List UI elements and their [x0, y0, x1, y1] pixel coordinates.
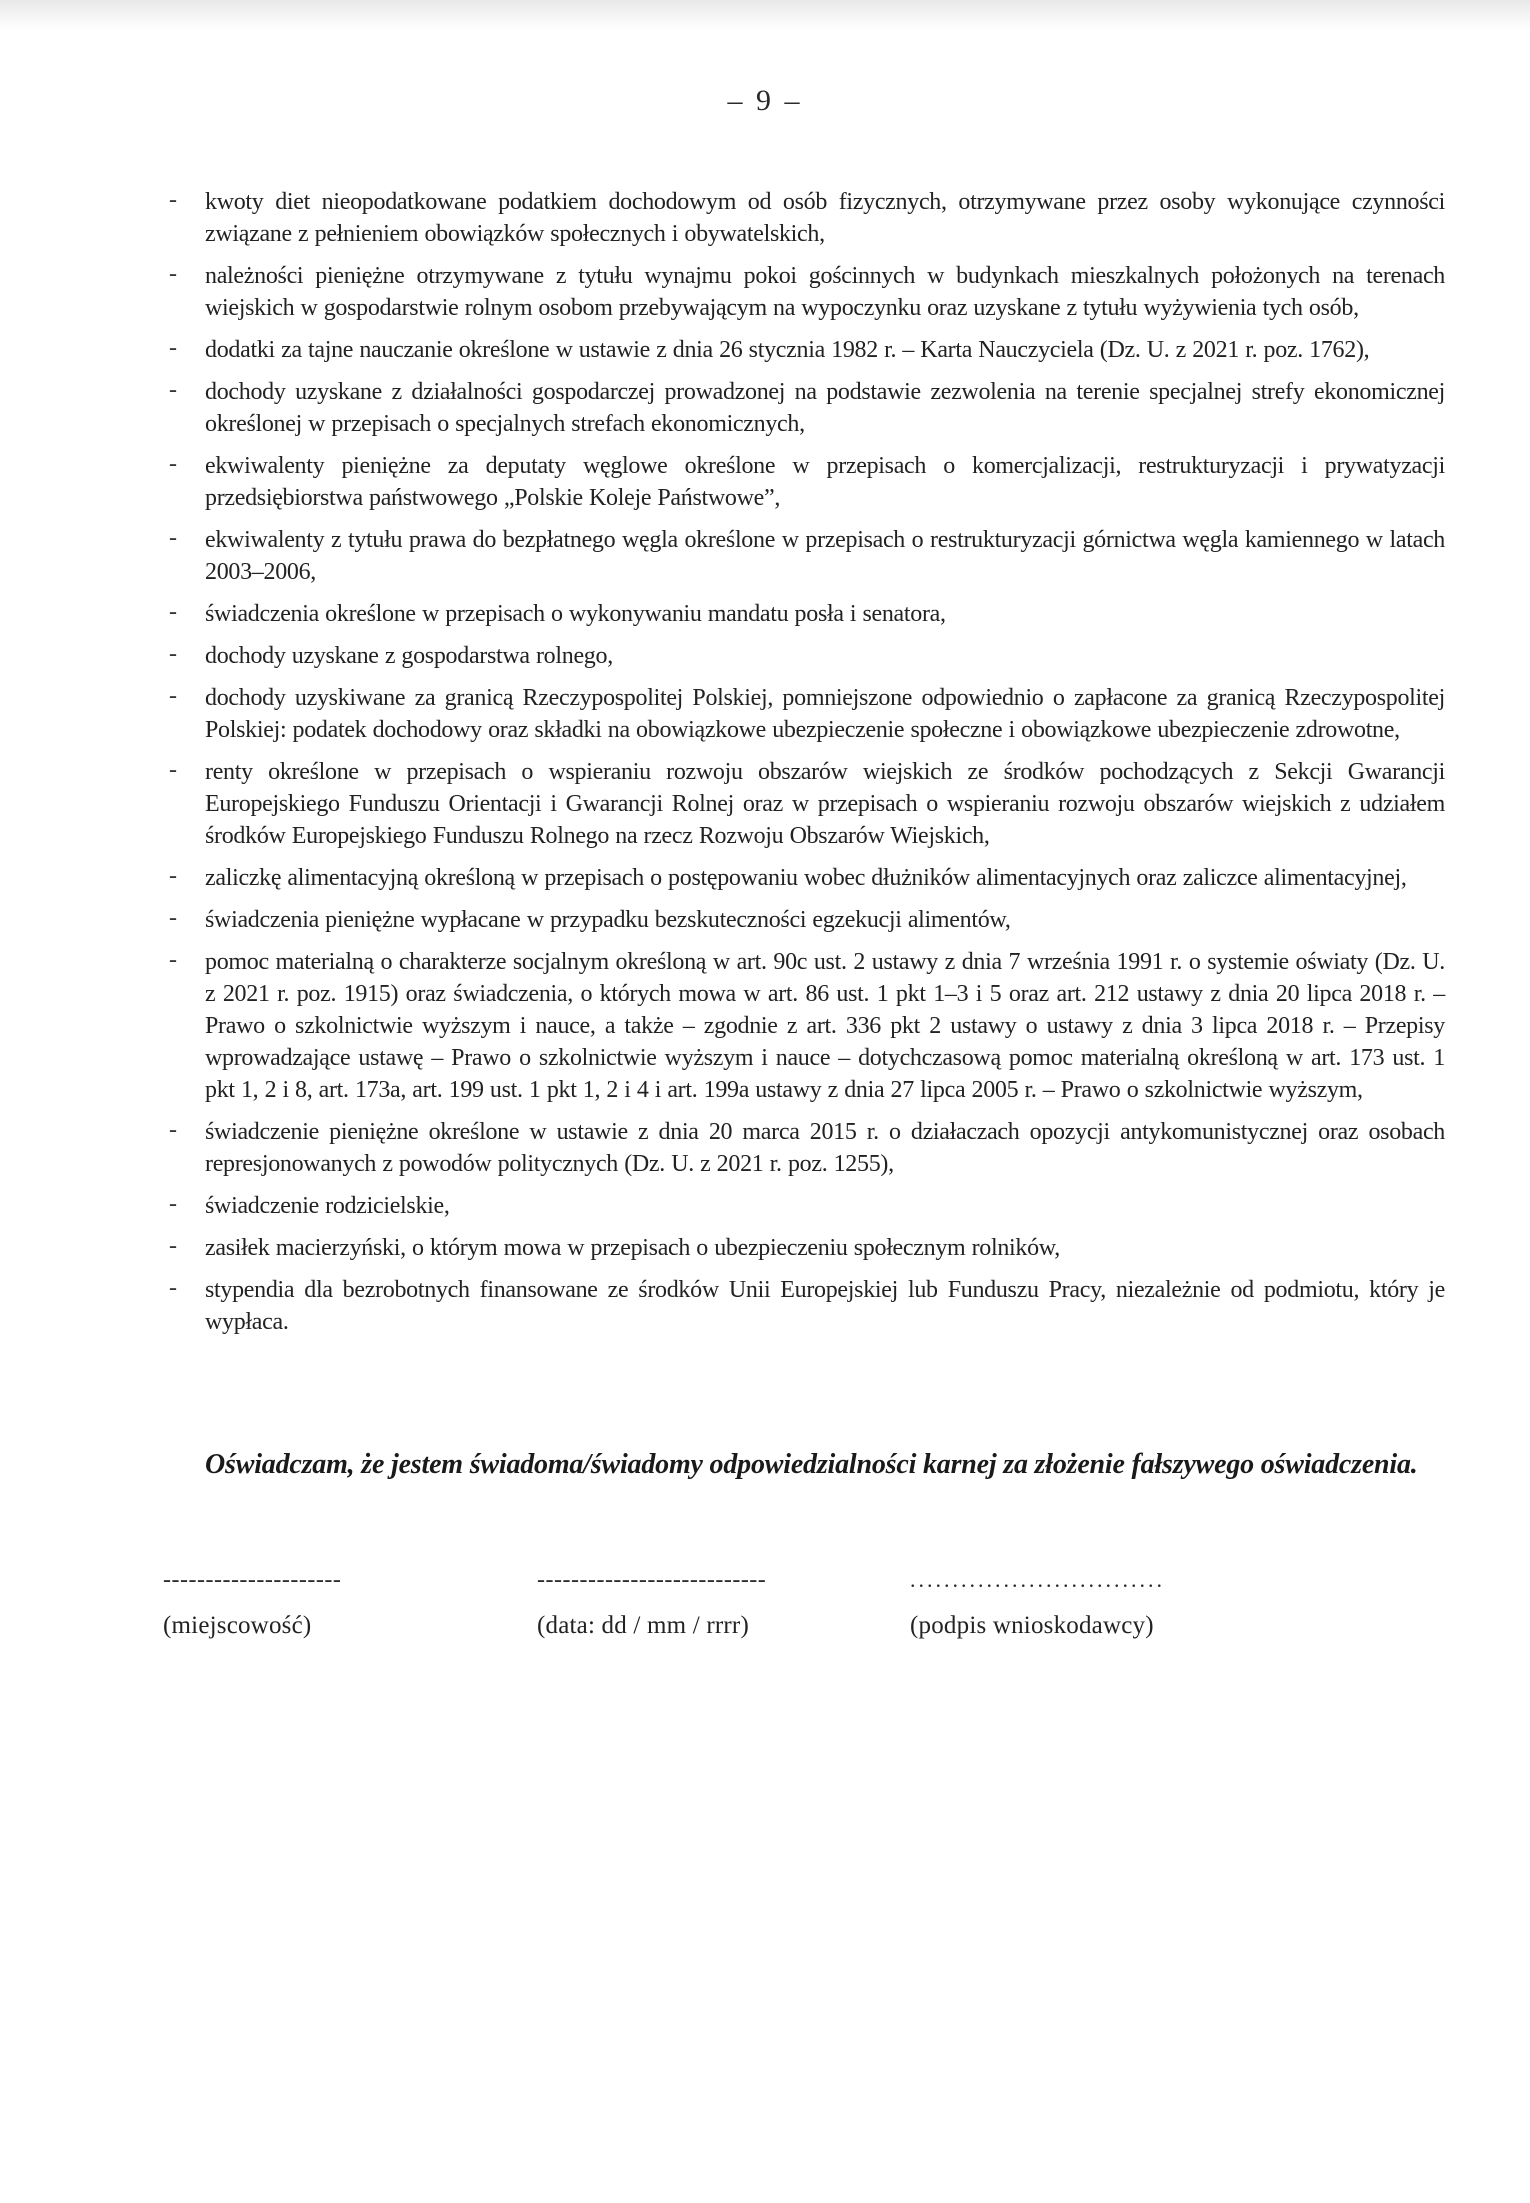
- list-item-text: stypendia dla bezrobotnych finansowane ze środków Unii Europejskiej lub Funduszu Pracy, niezależnie od podmiotu, który je wypłaca.: [205, 1277, 1445, 1335]
- list-item: [167, 904, 1445, 936]
- list-item: [167, 1116, 1445, 1180]
- signature-label-place: (miejscowość): [163, 1612, 312, 1639]
- signature-line-place: ---------------------: [163, 1567, 342, 1593]
- bullet-dash-icon: -: [169, 261, 177, 287]
- list-item: [167, 450, 1445, 514]
- list-item: [167, 598, 1445, 630]
- list-item: [167, 862, 1445, 894]
- list-item-text: świadczenia pieniężne wypłacane w przypadku bezskuteczności egzekucji alimentów,: [205, 907, 1011, 933]
- signature-field-place: [163, 1566, 341, 1640]
- bullet-dash-icon: -: [169, 683, 177, 709]
- bullet-dash-icon: -: [169, 335, 177, 361]
- income-exclusions-list: [167, 186, 1445, 1348]
- list-item: [167, 946, 1445, 1106]
- list-item-text: świadczenie pieniężne określone w ustawie z dnia 20 marca 2015 r. o działaczach opozycji antykomunistycznej oraz osobach represjonowanych z powodów politycznych (Dz. U. z 2021 r. poz. 1255),: [205, 1119, 1445, 1177]
- page-number: – 9 –: [727, 84, 803, 117]
- bullet-dash-icon: -: [169, 525, 177, 551]
- list-item: [167, 186, 1445, 250]
- declaration-text: Oświadczam, że jestem świadoma/świadomy odpowiedzialności karnej za złożenie fałszywego oświadczenia.: [205, 1449, 1418, 1480]
- signature-field-signature: [910, 1566, 1165, 1640]
- list-item: [167, 756, 1445, 852]
- list-item-text: świadczenia określone w przepisach o wykonywaniu mandatu posła i senatora,: [205, 601, 946, 627]
- list-item-text: dochody uzyskane z gospodarstwa rolnego,: [205, 643, 613, 669]
- bullet-dash-icon: -: [169, 187, 177, 213]
- signature-field-date: [537, 1566, 766, 1640]
- bullet-dash-icon: -: [169, 863, 177, 889]
- bullet-dash-icon: -: [169, 1117, 177, 1143]
- bullet-dash-icon: -: [169, 451, 177, 477]
- list-item: [167, 1274, 1445, 1338]
- list-item-text: dochody uzyskiwane za granicą Rzeczypospolitej Polskiej, pomniejszone odpowiednio o zapłacone za granicą Rzeczypospolitej Polskiej: podatek dochodowy oraz składki na obowiązkowe ubezpieczenie społeczne i obowiązkowe ubezpieczenie zdrowotne,: [205, 685, 1445, 743]
- list-item-text: dodatki za tajne nauczanie określone w ustawie z dnia 26 stycznia 1982 r. – Karta Nauczyciela (Dz. U. z 2021 r. poz. 1762),: [205, 337, 1370, 363]
- list-item: [167, 1190, 1445, 1222]
- bullet-dash-icon: -: [169, 641, 177, 667]
- list-item-text: zaliczkę alimentacyjną określoną w przepisach o postępowaniu wobec dłużników alimentacyjnych oraz zaliczce alimentacyjnej,: [205, 865, 1407, 891]
- list-item-text: kwoty diet nieopodatkowane podatkiem dochodowym od osób fizycznych, otrzymywane przez osoby wykonujące czynności związane z pełnieniem obowiązków społecznych i obywatelskich,: [205, 189, 1445, 247]
- bullet-dash-icon: -: [169, 757, 177, 783]
- signature-line-date: ---------------------------: [537, 1567, 767, 1593]
- list-item: [167, 640, 1445, 672]
- list-item-text: zasiłek macierzyński, o którym mowa w przepisach o ubezpieczeniu społecznym rolników,: [205, 1235, 1060, 1261]
- list-item: [167, 1232, 1445, 1264]
- bullet-dash-icon: -: [169, 599, 177, 625]
- list-item: [167, 376, 1445, 440]
- signature-label-date: (data: dd / mm / rrrr): [537, 1612, 749, 1639]
- list-item-text: renty określone w przepisach o wspieraniu rozwoju obszarów wiejskich ze środków pochodzących z Sekcji Gwarancji Europejskiego Funduszu Orientacji i Gwarancji Rolnej oraz w przepisach o wspieraniu rozwoju obszarów wiejskich z udziałem środków Europejskiego Funduszu Rolnego na rzecz Rozwoju Obszarów Wiejskich,: [205, 759, 1445, 849]
- bullet-dash-icon: -: [169, 377, 177, 403]
- signature-section: [0, 1566, 1530, 1686]
- list-item-text: należności pieniężne otrzymywane z tytułu wynajmu pokoi gościnnych w budynkach mieszkalnych położonych na terenach wiejskich w gospodarstwie rolnym osobom przebywającym na wypoczynku oraz uzyskane z tytułu wyżywienia tych osób,: [205, 263, 1445, 321]
- list-item-text: ekwiwalenty z tytułu prawa do bezpłatnego węgla określone w przepisach o restrukturyzacji górnictwa węgla kamiennego w latach 2003–2006,: [205, 527, 1445, 585]
- bullet-dash-icon: -: [169, 1191, 177, 1217]
- list-item-text: ekwiwalenty pieniężne za deputaty węglowe określone w przepisach o komercjalizacji, restrukturyzacji i prywatyzacji przedsiębiorstwa państwowego „Polskie Koleje Państwowe”,: [205, 453, 1445, 511]
- list-item: [167, 334, 1445, 366]
- list-item-text: świadczenie rodzicielskie,: [205, 1193, 450, 1219]
- signature-line-signature: ..............................: [910, 1567, 1165, 1592]
- list-item: [167, 682, 1445, 746]
- bullet-dash-icon: -: [169, 1275, 177, 1301]
- list-item-text: pomoc materialną o charakterze socjalnym określoną w art. 90c ust. 2 ustawy z dnia 7 września 1991 r. o systemie oświaty (Dz. U. z 2021 r. poz. 1915) oraz świadczenia, o których mowa w art. 86 ust. 1 pkt 1–3 i 5 oraz art. 212 ustawy z dnia 20 lipca 2018 r. – Prawo o szkolnictwie wyższym i nauce, a także – zgodnie z art. 336 pkt 2 ustawy o ustawy z dnia 3 lipca 2018 r. – Przepisy wprowadzające ustawę – Prawo o szkolnictwie wyższym i nauce – dotychczasową pomoc materialną określoną w art. 173 ust. 1 pkt 1, 2 i 8, art. 173a, art. 199 ust. 1 pkt 1, 2 i 4 i art. 199a ustawy z dnia 27 lipca 2005 r. – Prawo o szkolnictwie wyższym,: [205, 949, 1445, 1103]
- signature-label-signature: (podpis wnioskodawcy): [910, 1612, 1154, 1639]
- bullet-dash-icon: -: [169, 905, 177, 931]
- bullet-dash-icon: -: [169, 947, 177, 973]
- list-item-text: dochody uzyskane z działalności gospodarczej prowadzonej na podstawie zezwolenia na terenie specjalnej strefy ekonomicznej określonej w przepisach o specjalnych strefach ekonomicznych,: [205, 379, 1445, 437]
- bullet-dash-icon: -: [169, 1233, 177, 1259]
- list-item: [167, 524, 1445, 588]
- list-item: [167, 260, 1445, 324]
